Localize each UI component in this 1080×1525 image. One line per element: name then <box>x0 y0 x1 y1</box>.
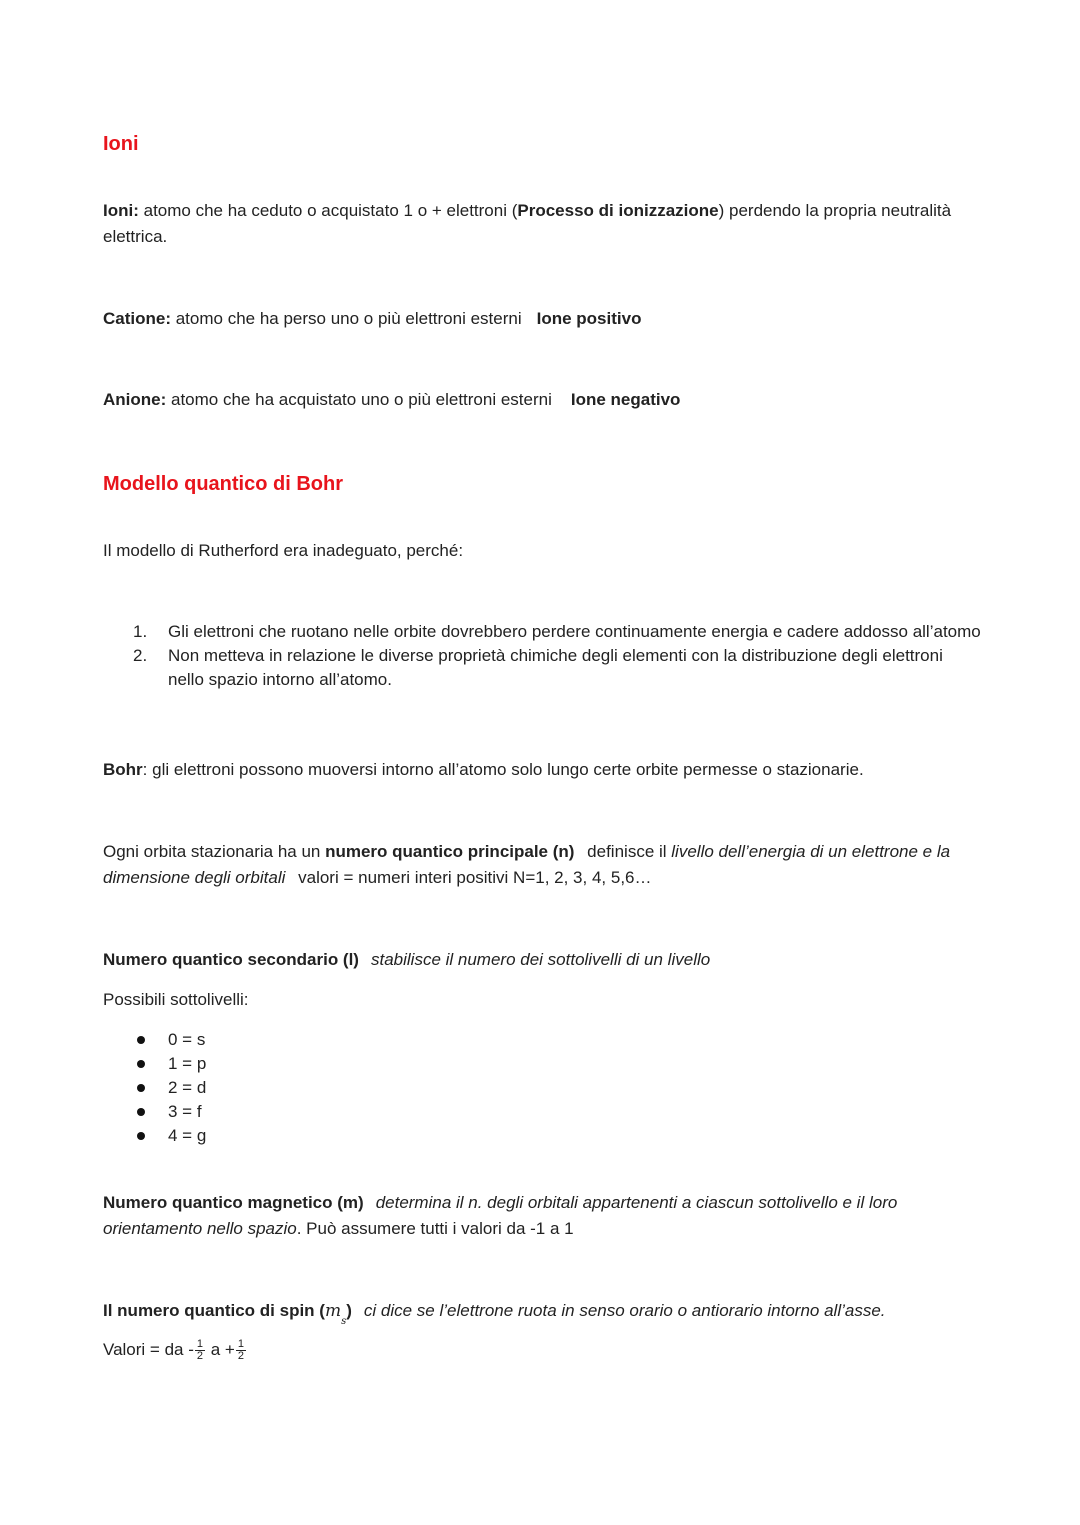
magnetic-italic: determina il n. degli orbitali appartenenti a ciascun sottolivello e il loro orientamento nello spazio <box>103 1193 898 1238</box>
principal-text: Ogni orbita stazionaria ha un <box>103 842 326 861</box>
fraction-half <box>195 1339 205 1362</box>
principal-values: valori = numeri interi positivi N=1, 2, 3, 4, 5,6… <box>293 868 652 887</box>
list-item-text: Non metteva in relazione le diverse proprietà chimiche degli elementi con la distribuzione degli elettroni nello spazio intorno all’atomo. <box>168 646 943 689</box>
spin-symbol <box>324 1301 347 1328</box>
bullet-icon <box>137 1036 145 1044</box>
bullet-icon <box>137 1084 145 1092</box>
secondary-italic: stabilisce il numero dei sottolivelli di un livello <box>370 950 711 969</box>
spin-symbol-m: m <box>324 1301 342 1321</box>
rutherford-intro: Il modello di Rutherford era inadeguato, perché: <box>103 541 464 560</box>
catione-term: Catione: <box>103 309 171 328</box>
ioni-def-text-end: ) perdendo la propria neutralità elettrica. <box>103 201 952 246</box>
fraction-numerator: 1 <box>237 1338 244 1351</box>
spin-values-mid: a + <box>206 1340 235 1359</box>
sublevels-list <box>133 1028 206 1148</box>
fraction-denominator: 2 <box>196 1350 203 1363</box>
fraction-numerator: 1 <box>196 1338 203 1351</box>
spin-close: ) <box>346 1301 352 1320</box>
anione-text: atomo che ha acquistato uno o più elettroni esterni <box>166 390 552 409</box>
heading-bohr: Modello quantico di Bohr <box>103 473 343 495</box>
sublevel-text: 2 = d <box>168 1078 207 1097</box>
spin-term: Il numero quantico di spin ( <box>103 1301 325 1320</box>
bullet-icon <box>137 1060 145 1068</box>
spin-italic: ci dice se l’elettrone ruota in senso orario o antiorario intorno all’asse. <box>363 1301 886 1320</box>
fraction-half <box>236 1339 246 1362</box>
anione-definition <box>103 387 983 413</box>
list-item-text: Gli elettroni che ruotano nelle orbite dovrebbero perdere continuamente energia e cadere addosso all’atomo <box>168 622 981 641</box>
list-item <box>133 1028 206 1052</box>
ioni-def-text: atomo che ha ceduto o acquistato 1 o + elettroni ( <box>138 201 518 220</box>
magnetic-text: . Può assumere tutti i valori da -1 a 1 <box>296 1219 574 1238</box>
rutherford-reasons-list <box>133 620 983 692</box>
spin-quantum-number <box>103 1298 983 1331</box>
anione-result: Ione negativo <box>570 390 681 409</box>
list-item <box>133 1124 206 1148</box>
list-number: 2. <box>133 646 148 665</box>
list-item <box>133 1100 206 1124</box>
bullet-icon <box>137 1132 145 1140</box>
ioni-definition <box>103 198 983 250</box>
bohr-term: Bohr <box>103 760 143 779</box>
sublevel-text: 1 = p <box>168 1054 207 1073</box>
spin-values <box>103 1337 983 1363</box>
ioni-term: Ioni: <box>103 201 139 220</box>
magnetic-quantum-number <box>103 1190 983 1242</box>
magnetic-term: Numero quantico magnetico (m) <box>103 1193 364 1212</box>
anione-term: Anione: <box>103 390 167 409</box>
list-number: 1. <box>133 622 148 641</box>
sublevel-text: 4 = g <box>168 1126 207 1145</box>
ionization-process: Processo di ionizzazione <box>517 201 719 220</box>
list-item <box>133 1076 206 1100</box>
catione-text: atomo che ha perso uno o più elettroni esterni <box>171 309 522 328</box>
fraction-denominator: 2 <box>237 1350 244 1363</box>
catione-result: Ione positivo <box>536 309 642 328</box>
spin-symbol-sub: s <box>341 1316 347 1328</box>
principal-italic: livello dell’energia di un elettrone e la dimensione degli orbitali <box>103 842 951 887</box>
sublevel-text: 0 = s <box>168 1030 206 1049</box>
bullet-icon <box>137 1108 145 1116</box>
secondary-term: Numero quantico secondario (l) <box>103 950 359 969</box>
sublevels-label: Possibili sottolivelli: <box>103 990 249 1009</box>
sublevel-text: 3 = f <box>168 1102 202 1121</box>
secondary-quantum-number <box>103 947 983 973</box>
catione-definition <box>103 306 983 332</box>
list-item <box>133 644 983 692</box>
bohr-statement <box>103 757 983 783</box>
spin-values-label: Valori = da - <box>103 1340 194 1359</box>
principal-quantum-number <box>103 839 983 891</box>
list-item <box>133 1052 206 1076</box>
principal-term: numero quantico principale (n) <box>325 842 575 861</box>
principal-text-2: definisce il <box>582 842 672 861</box>
heading-ioni: Ioni <box>103 133 139 155</box>
bohr-text: : gli elettroni possono muoversi intorno all’atomo solo lungo certe orbite permesse o stazionarie. <box>142 760 864 779</box>
list-item <box>133 620 983 644</box>
